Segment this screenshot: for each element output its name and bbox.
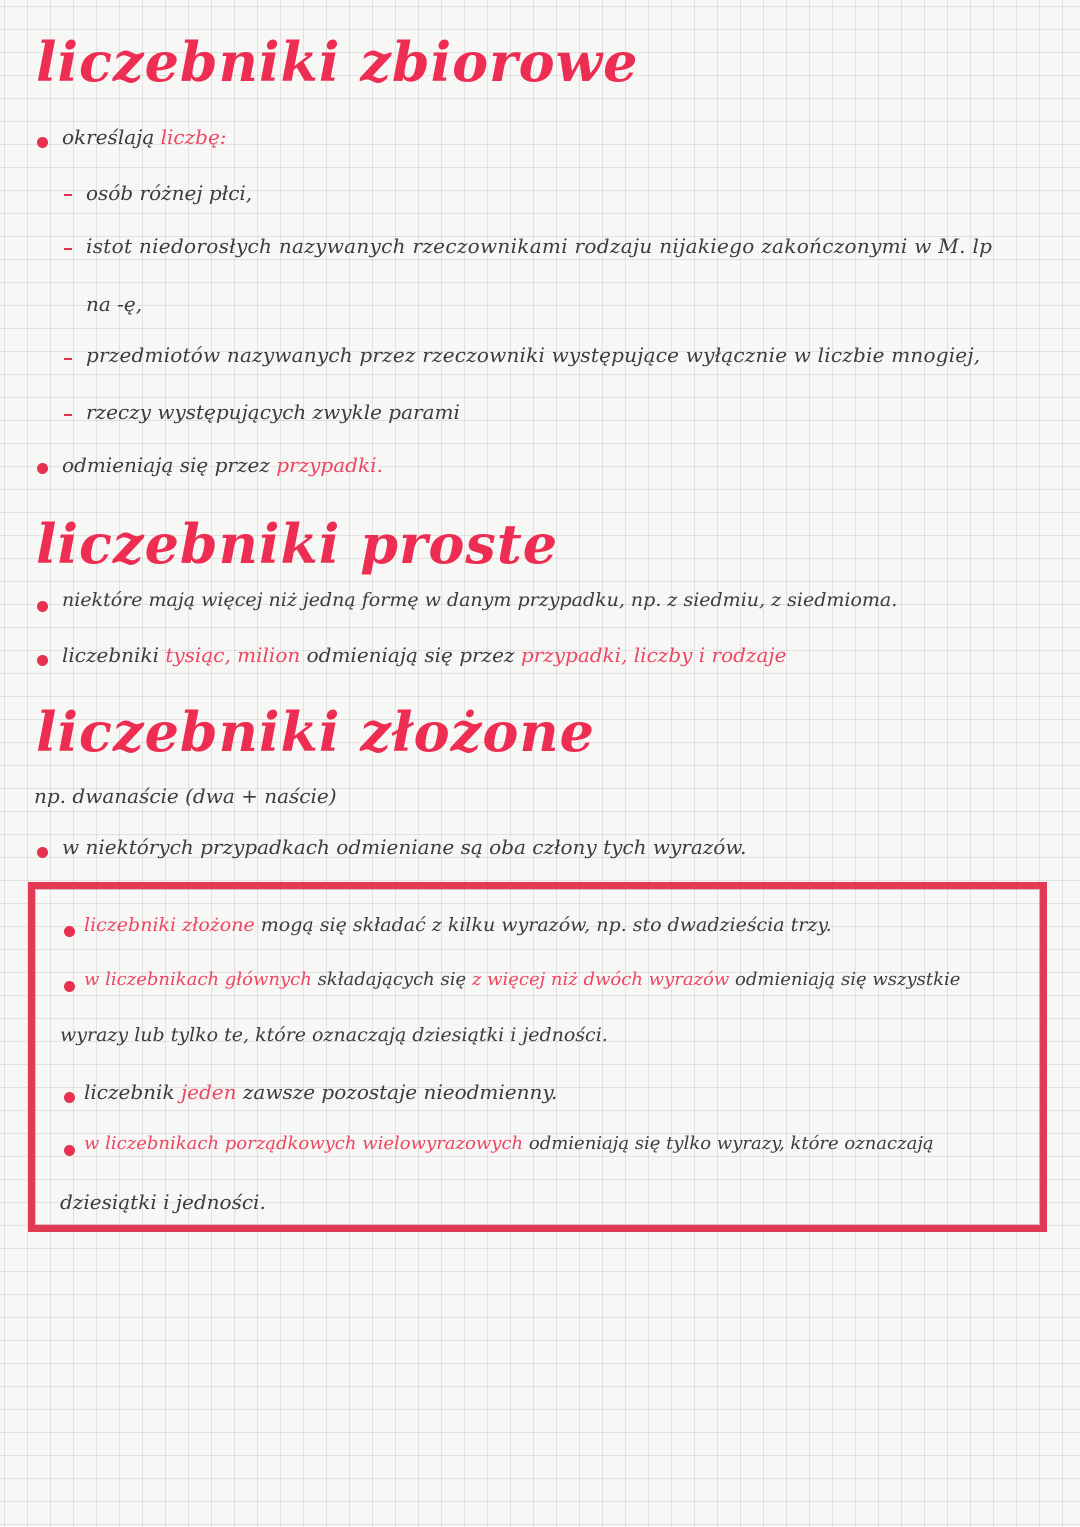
s1-dash-3: przedmiotów nazywanych przez rzeczowniki występujące wyłącznie w liczbie mnogiej, xyxy=(86,343,981,367)
box-b3-b: zawsze pozostaje nieodmienny. xyxy=(242,1080,558,1104)
s2-b2-b: odmieniają się przez xyxy=(306,643,515,667)
box-b1-red: liczebniki złożone xyxy=(84,914,255,936)
box-bullet-3 xyxy=(84,1080,557,1104)
box-bullet-1 xyxy=(84,914,832,936)
box-b3-a: liczebnik xyxy=(84,1080,175,1104)
box-b2-mid: składających się xyxy=(317,969,467,990)
bullet-dot xyxy=(64,981,75,992)
box-b2-end: odmieniają się wszystkie xyxy=(735,969,961,990)
dash-marker xyxy=(64,194,72,196)
dash-marker xyxy=(64,414,72,416)
box-bullet-2 xyxy=(84,969,960,990)
bullet-dot xyxy=(37,655,48,666)
box-b2-red3: z więcej niż dwóch wyrazów xyxy=(471,969,730,990)
s1-dash-4: rzeczy występujących zwykle parami xyxy=(86,400,460,424)
s3-bullet-1: w niektórych przypadkach odmieniane są oba człony tych wyrazów. xyxy=(62,835,747,859)
s1-b2-text: odmieniają się przez xyxy=(62,453,270,477)
box-b2-red2: głównych xyxy=(224,969,312,990)
box-b4-red3: wielowyrazowych xyxy=(362,1133,524,1154)
box-b4-red2: porządkowych xyxy=(224,1133,357,1154)
box-bullet-4-cont: dziesiątki i jedności. xyxy=(60,1190,266,1214)
heading-liczebniki-proste: liczebniki proste xyxy=(36,512,559,576)
s3-example: np. dwanaście (dwa + naście) xyxy=(34,784,337,808)
dash-marker xyxy=(64,358,72,360)
heading-liczebniki-zbiorowe: liczebniki zbiorowe xyxy=(36,30,639,94)
bullet-dot xyxy=(64,1145,75,1156)
s2-b2-a: liczebniki xyxy=(62,643,159,667)
dash-marker xyxy=(64,248,72,250)
s1-b1-red: liczbę: xyxy=(160,125,227,149)
box-b1-text: mogą się składać z kilku wyrazów, np. sto dwadzieścia trzy. xyxy=(260,914,832,936)
s1-dash-2-cont: na -ę, xyxy=(86,292,143,316)
s2-bullet-1: niektóre mają więcej niż jedną formę w danym przypadku, np. z siedmiu, z siedmioma. xyxy=(62,589,898,611)
s2-bullet-2 xyxy=(62,643,786,667)
bullet-dot xyxy=(64,1092,75,1103)
box-b2-red1: w liczebnikach xyxy=(84,969,220,990)
bullet-dot xyxy=(37,847,48,858)
bullet-dot xyxy=(37,137,48,148)
bullet-dot xyxy=(37,601,48,612)
s1-b1-text: określają xyxy=(62,125,155,149)
box-b4-red1: w liczebnikach xyxy=(84,1133,220,1154)
bullet-dot xyxy=(64,926,75,937)
s1-b2-red: przypadki. xyxy=(276,453,383,477)
s1-dash-2: istot niedorosłych nazywanych rzeczownikami rodzaju nijakiego zakończonymi w M. lp xyxy=(86,234,993,258)
s1-bullet-2 xyxy=(62,453,383,477)
box-b3-red: jeden xyxy=(180,1080,237,1104)
s2-b2-red1: tysiąc, milion xyxy=(165,643,301,667)
s1-bullet-1 xyxy=(62,125,227,149)
heading-liczebniki-zlozone: liczebniki złożone xyxy=(36,700,595,764)
bullet-dot xyxy=(37,463,48,474)
box-b4-end: odmieniają się tylko wyrazy, które oznaczają xyxy=(528,1133,934,1154)
box-bullet-2-cont: wyrazy lub tylko te, które oznaczają dziesiątki i jedności. xyxy=(60,1024,608,1046)
box-bullet-4 xyxy=(84,1133,934,1154)
s1-dash-1: osób różnej płci, xyxy=(86,181,253,205)
s2-b2-red2: przypadki, liczby i rodzaje xyxy=(520,643,787,667)
